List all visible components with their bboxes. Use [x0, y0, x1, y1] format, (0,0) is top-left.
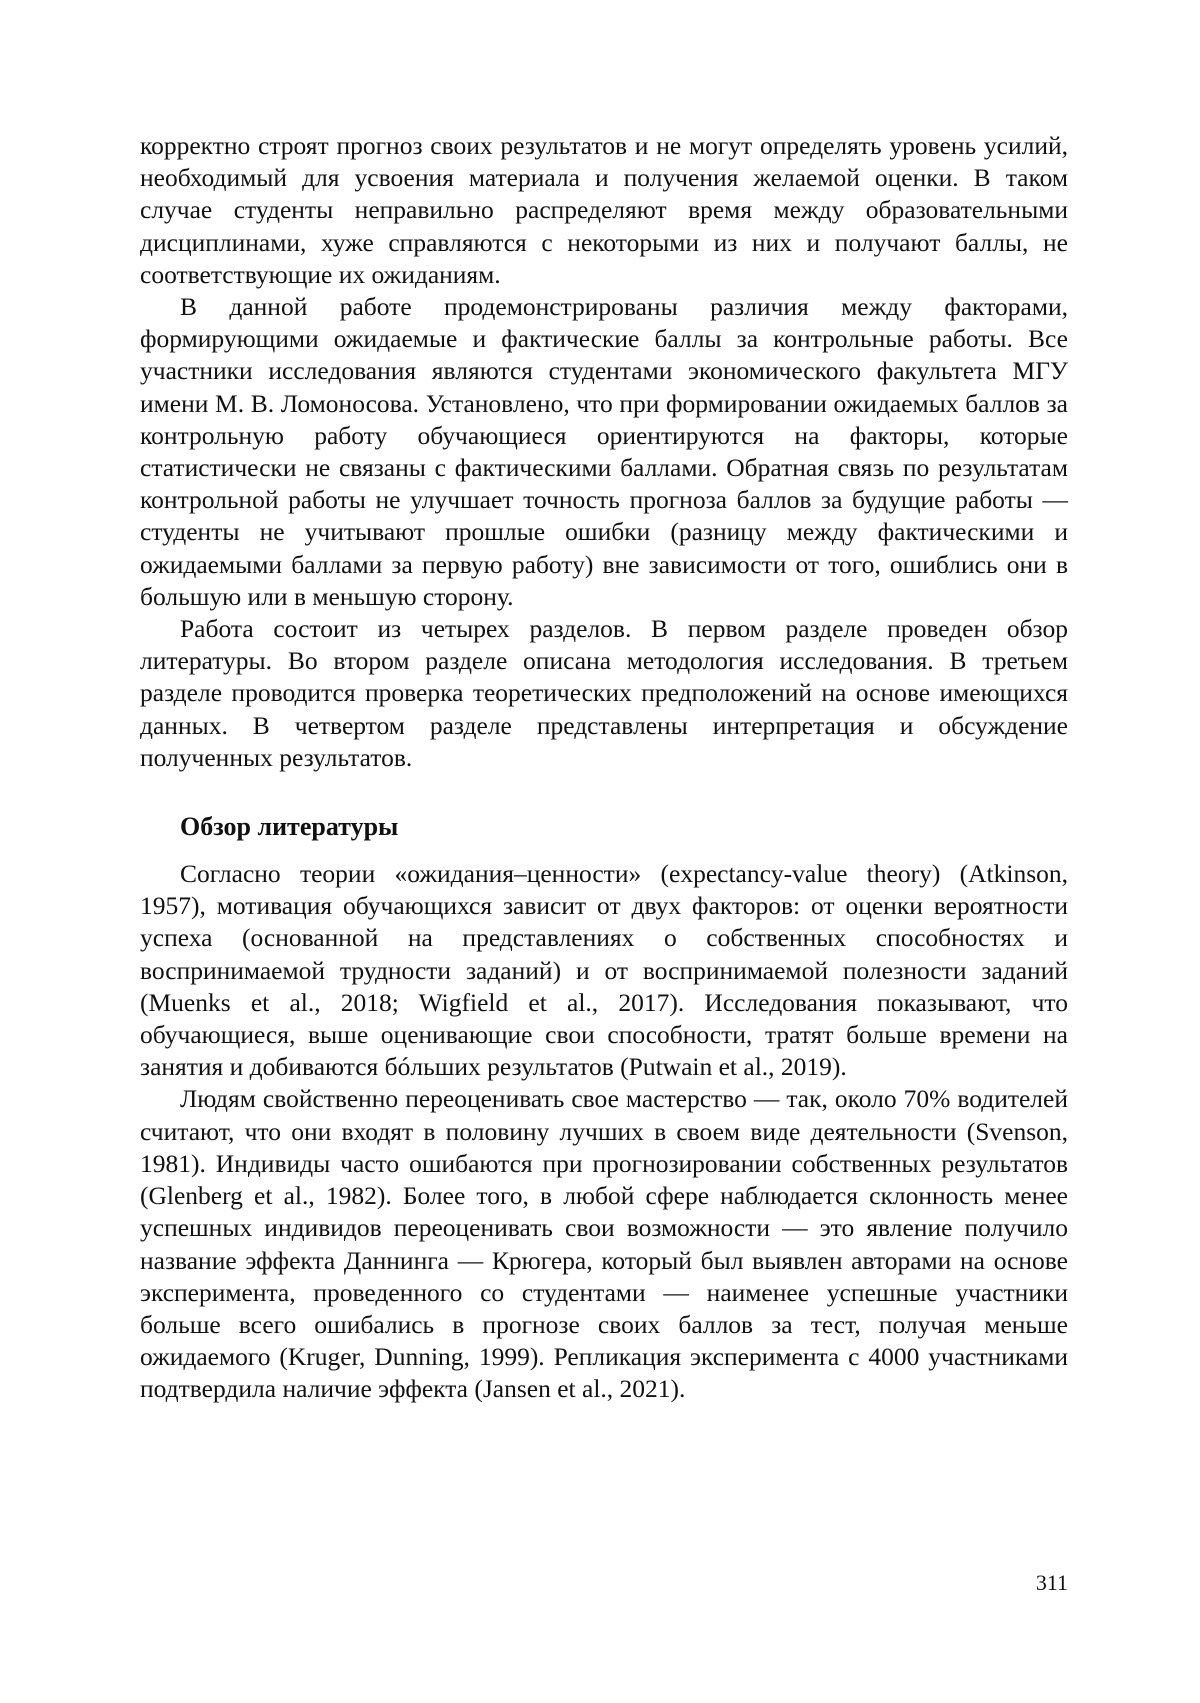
- paragraph-intro-continuation: корректно строят прогноз своих результатов и не могут определять уровень усилий, необходимый для усвоения материала и получения желаемой оценки. В таком случае студенты неправильно распределяют время между образовательными дисциплинами, хуже справляются с некоторыми из них и получают баллы, не соответствующие их ожиданиям.: [140, 131, 1068, 289]
- paragraph-expectancy-value: Согласно теории «ожидания–ценности» (expectancy-value theory) (Atkinson, 1957), мотивация обучающихся зависит от двух факторов: от оценки вероятности успеха (основанной на представлениях о собственных способностях и воспринимаемой трудности заданий) и от воспринимаемой полезности заданий (Muenks et al., 2018; Wigfield et al., 2017). Исследования показывают, что обучающиеся, выше оценивающие свои способности, тратят больше времени на занятия и добиваются бóльших результатов (Putwain et al., 2019).: [140, 859, 1068, 1082]
- page-number: 311: [1035, 1570, 1068, 1595]
- paragraph-study-summary: В данной работе продемонстрированы различия между факторами, формирующими ожидаемые и фактические баллы за контрольные работы. Все участники исследования являются студентами экономического факультета МГУ имени М. В. Ломоносова. Установлено, что при формировании ожидаемых баллов за контрольную работу обучающиеся ориентируются на факторы, которые статистически не связаны с фактическими баллами. Обратная связь по результатам контрольной работы не улучшает точность прогноза баллов за будущие работы — студенты не учитывают прошлые ошибки (разницу между фактическими и ожидаемыми баллами за первую работу) вне зависимости от того, ошиблись они в большую или в меньшую сторону.: [140, 292, 1068, 611]
- paragraph-overestimation: Людям свойственно переоценивать свое мастерство — так, около 70% водителей считают, что они входят в половину лучших в своем виде деятельности (Svenson, 1981). Индивиды часто ошибаются при прогнозировании собственных результатов (Glenberg et al., 1982). Более того, в любой сфере наблюдается склонность менее успешных индивидов переоценивать свои возможности — это явление получило название эффекта Даннинга — Крюгера, который был выявлен авторами на основе эксперимента, проведенного со студентами — наименее успешные участники больше всего ошибались в прогнозе своих баллов за тест, получая меньше ожидаемого (Kruger, Dunning, 1999). Репликация эксперимента с 4000 участниками подтвердила наличие эффекта (Jansen et al., 2021).: [140, 1084, 1068, 1404]
- section-heading: Обзор литературы: [180, 812, 399, 842]
- paragraph-structure: Работа состоит из четырех разделов. В первом разделе проведен обзор литературы. Во втором разделе описана методология исследования. В третьем разделе проводится проверка теоретических предположений на основе имеющихся данных. В четвертом разделе представлены интерпретация и обсуждение полученных результатов.: [140, 614, 1068, 772]
- page-body: [140, 130, 1068, 1406]
